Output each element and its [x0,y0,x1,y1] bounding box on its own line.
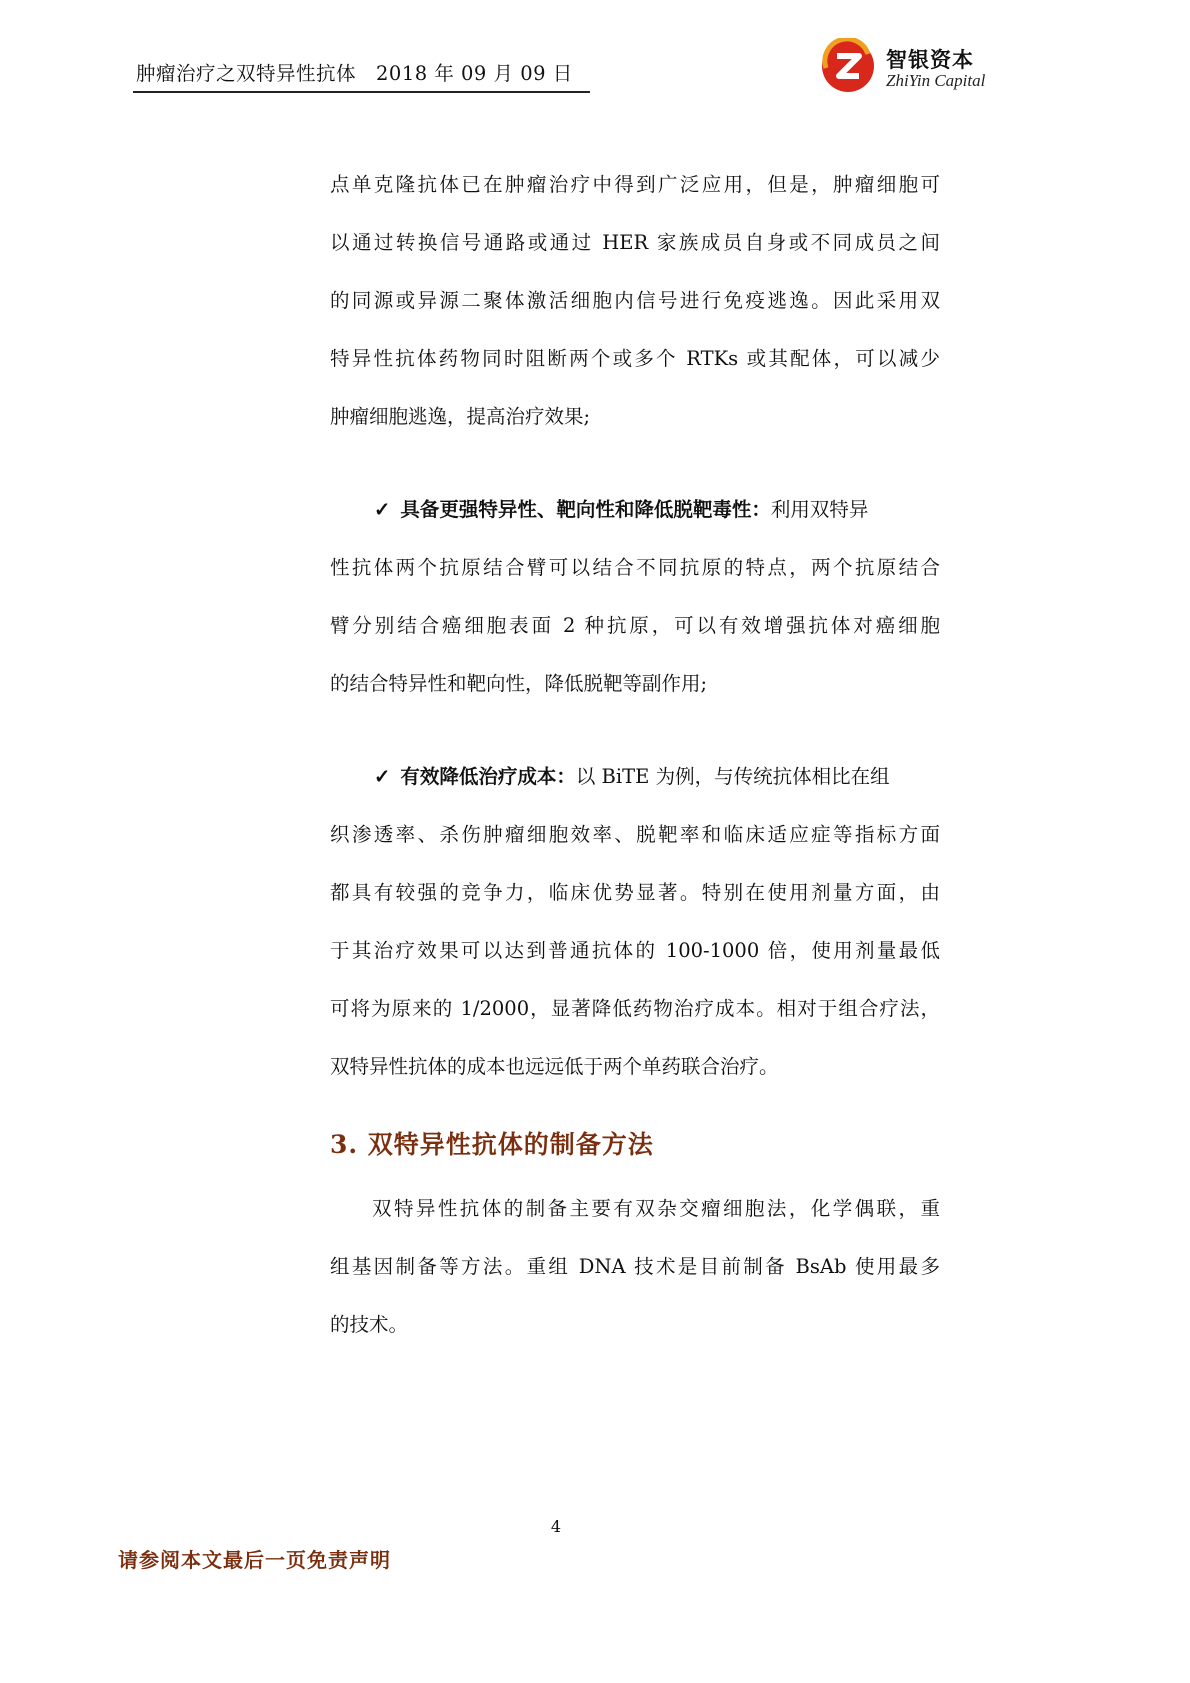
text-line: 特异性抗体药物同时阻断两个或多个 RTKs 或其配体，可以减少 [330,347,940,370]
disclaimer-note: 请参阅本文最后一页免责声明 [118,1548,391,1572]
bullet-heading: 具备更强特异性、靶向性和降低脱靶毒性： [400,498,771,521]
checkmark-icon: ✓ [374,498,391,521]
text-line: 于其治疗效果可以达到普通抗体的 100-1000 倍，使用剂量最低 [330,939,940,962]
bullet-text: 利用双特异 [770,498,869,521]
paragraph-monoclonal-limits [330,156,940,446]
bullet-heading: 有效降低治疗成本： [400,765,576,788]
text-line: 的同源或异源二聚体激活细胞内信号进行免疫逃逸。因此采用双 [330,289,940,312]
logo-english-name: ZhiYin Capital [886,71,986,90]
bullet-first-line [330,748,940,806]
logo-chinese-name: 智银资本 [886,48,974,72]
text-line: 臂分别结合癌细胞表面 2 种抗原，可以有效增强抗体对癌细胞 [330,614,940,637]
company-logo [820,38,1020,98]
bullet-cost [330,748,940,1096]
text-line: 组基因制备等方法。重组 DNA 技术是目前制备 BsAb 使用最多 [330,1255,940,1278]
section-heading: 3. 双特异性抗体的制备方法 [330,1130,654,1159]
text-line: 双特异性抗体的成本也远远低于两个单药联合治疗。 [330,1055,779,1078]
text-line: 可将为原来的 1/2000，显著降低药物治疗成本。相对于组合疗法， [330,997,940,1020]
bullet-specificity [330,481,940,713]
page-number: 4 [550,1517,562,1536]
checkmark-icon: ✓ [374,765,391,788]
bullet-first-line [330,481,940,539]
text-line: 的技术。 [330,1313,409,1336]
paragraph-preparation-methods [330,1180,940,1354]
text-line: 的结合特异性和靶向性，降低脱靶等副作用; [330,672,708,695]
text-line: 都具有较强的竞争力，临床优势显著。特别在使用剂量方面，由 [330,881,940,904]
bullet-text: 以 BiTE 为例，与传统抗体相比在组 [575,765,890,788]
report-header-title: 肿瘤治疗之双特异性抗体 2018 年 09 月 09 日 [136,62,573,85]
zhiyin-logo-icon [820,38,876,94]
text-line: 性抗体两个抗原结合臂可以结合不同抗原的特点，两个抗原结合 [330,556,940,579]
text-line: 肿瘤细胞逃逸，提高治疗效果; [330,405,591,428]
text-line: 双特异性抗体的制备主要有双杂交瘤细胞法，化学偶联，重 [372,1197,940,1220]
text-line: 点单克隆抗体已在肿瘤治疗中得到广泛应用，但是，肿瘤细胞可 [330,173,940,196]
text-line: 以通过转换信号通路或通过 HER 家族成员自身或不同成员之间 [330,231,940,254]
header-underline [133,91,590,93]
text-line: 织渗透率、杀伤肿瘤细胞效率、脱靶率和临床适应症等指标方面 [330,823,940,846]
